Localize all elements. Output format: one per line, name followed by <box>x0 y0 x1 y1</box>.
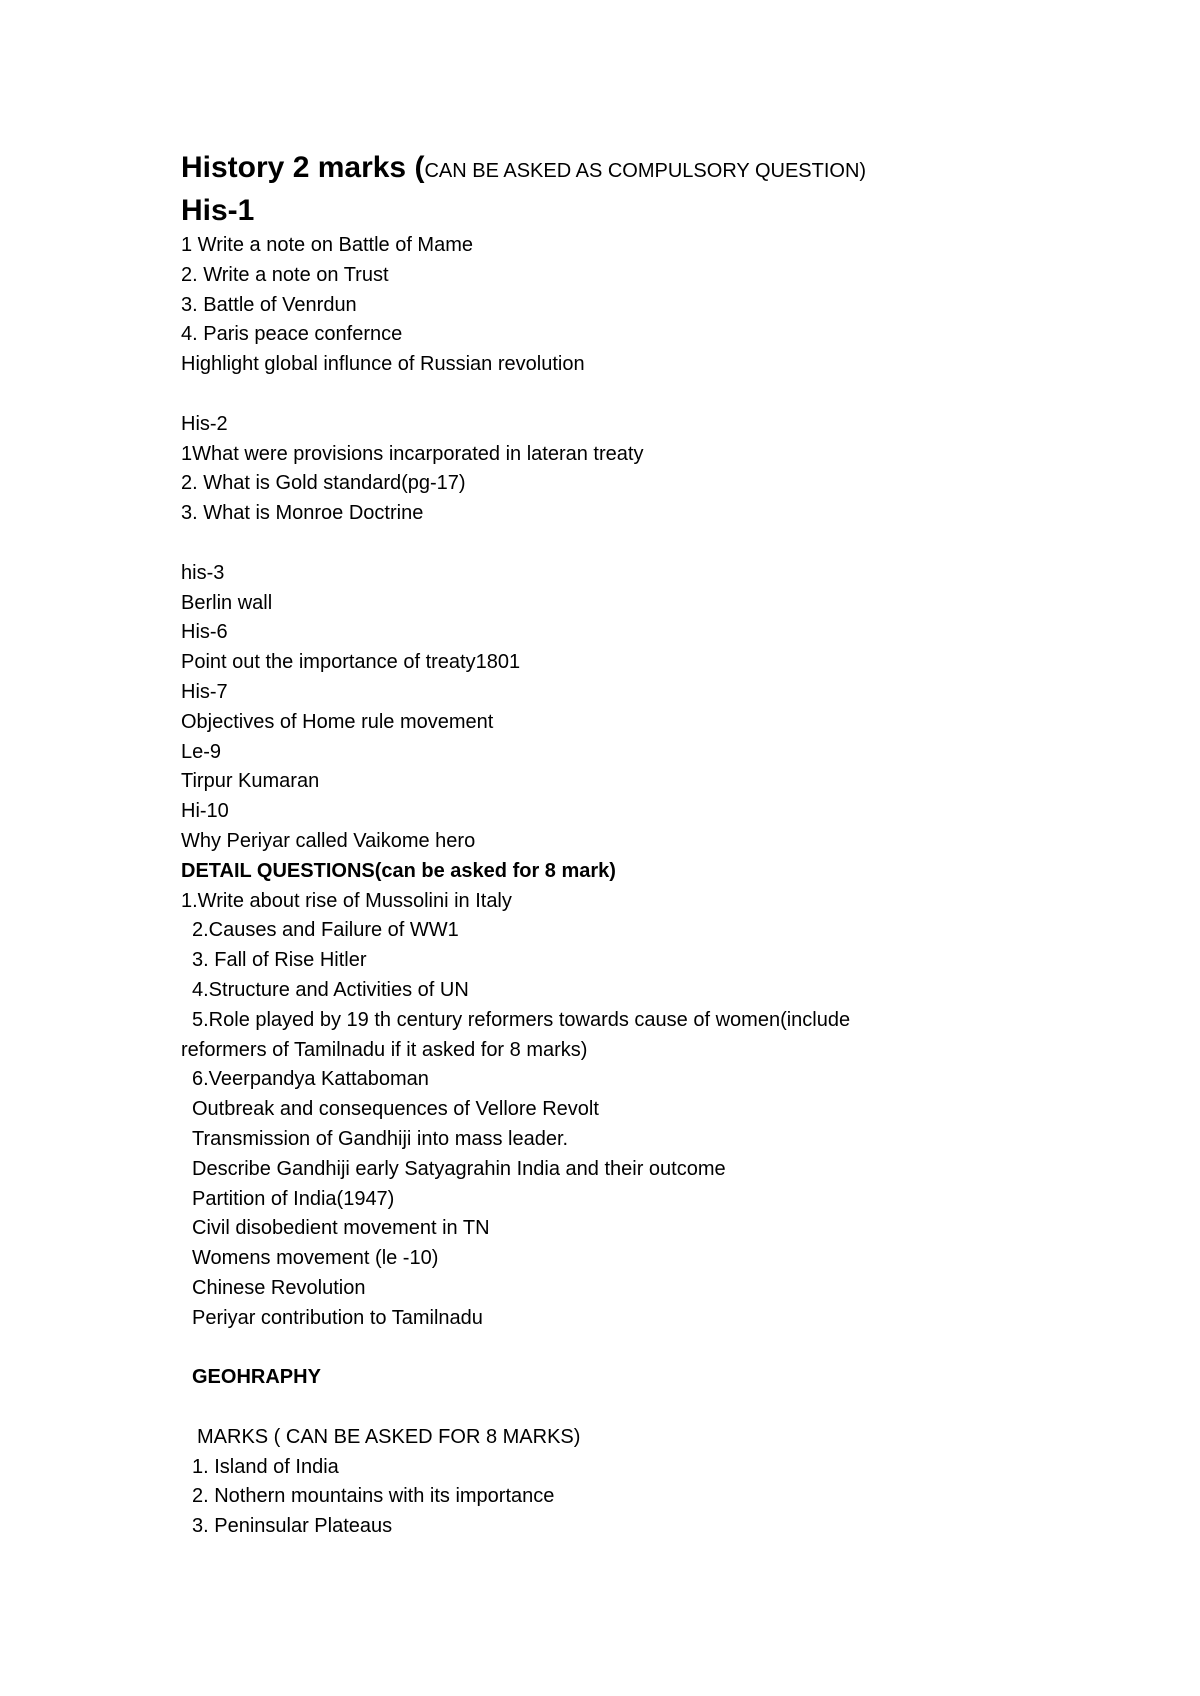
spacer <box>181 380 1141 410</box>
list-item: His-7 <box>181 680 228 703</box>
list-item: 1What were provisions incarporated in lateran treaty <box>181 442 644 465</box>
list-item: Why Periyar called Vaikome hero <box>181 829 476 852</box>
title-note: CAN BE ASKED AS COMPULSORY QUESTION) <box>424 160 867 182</box>
list-item: 3. What is Monroe Doctrine <box>181 502 424 525</box>
geo-subheading: MARKS ( CAN BE ASKED FOR 8 MARKS) <box>197 1425 581 1448</box>
document-title <box>181 148 1141 191</box>
list-item: Womens movement (le -10) <box>192 1247 439 1270</box>
list-item: His-6 <box>181 621 228 644</box>
list-item: Outbreak and consequences of Vellore Revolt <box>192 1098 599 1121</box>
list-item: 3. Peninsular Plateaus <box>192 1515 393 1538</box>
list-item: Tirpur Kumaran <box>181 770 320 793</box>
list-item: 1. Island of India <box>192 1455 339 1478</box>
list-item: 5.Role played by 19 th century reformers towards cause of women(include <box>192 1008 851 1031</box>
list-item: 3. Fall of Rise Hitler <box>192 949 367 972</box>
list-item: Berlin wall <box>181 591 273 614</box>
list-item: Chinese Revolution <box>192 1276 366 1299</box>
list-item: 2. Write a note on Trust <box>181 263 389 286</box>
list-item: Describe Gandhiji early Satyagrahin India and their outcome <box>192 1157 726 1180</box>
list-item: Hi-10 <box>181 800 229 823</box>
list-item: Objectives of Home rule movement <box>181 710 494 733</box>
his2-list <box>181 440 1141 529</box>
section-heading-his1: His-1 <box>181 194 255 227</box>
list-item: 3. Battle of Venrdun <box>181 293 357 316</box>
list-item: 4.Structure and Activities of UN <box>192 978 469 1001</box>
document-body <box>181 148 1141 1542</box>
list-item: 1.Write about rise of Mussolini in Italy <box>181 889 512 912</box>
geo-list <box>181 1453 1141 1542</box>
list-item: 2.Causes and Failure of WW1 <box>192 919 459 942</box>
list-item: Periyar contribution to Tamilnadu <box>192 1306 483 1329</box>
his1-list <box>181 231 1141 380</box>
list-item-continuation: reformers of Tamilnadu if it asked for 8 marks) <box>181 1038 588 1061</box>
list-item: Partition of India(1947) <box>192 1187 395 1210</box>
detail-list <box>181 887 1141 1334</box>
list-item: 6.Veerpandya Kattaboman <box>192 1068 429 1091</box>
spacer <box>181 529 1141 559</box>
section-heading-geography: GEOHRAPHY <box>192 1366 321 1389</box>
spacer <box>181 1333 1141 1363</box>
list-item: Highlight global influnce of Russian revolution <box>181 353 585 376</box>
list-item: 2. What is Gold standard(pg-17) <box>181 472 466 495</box>
list-item: Transmission of Gandhiji into mass leader. <box>192 1127 569 1150</box>
title-main: History 2 marks ( <box>181 151 425 184</box>
list-item: 2. Nothern mountains with its importance <box>192 1485 555 1508</box>
list-item: 1 Write a note on Battle of Mame <box>181 234 474 256</box>
spacer <box>181 1393 1141 1423</box>
list-item: 4. Paris peace confernce <box>181 323 403 346</box>
section-heading-his2: His-2 <box>181 412 228 435</box>
section-heading-detail: DETAIL QUESTIONS(can be asked for 8 mark) <box>181 859 616 882</box>
misc-list <box>181 559 1141 857</box>
list-item: his-3 <box>181 561 225 584</box>
list-item: Point out the importance of treaty1801 <box>181 651 521 674</box>
list-item: Le-9 <box>181 740 222 763</box>
list-item: Civil disobedient movement in TN <box>192 1217 490 1240</box>
